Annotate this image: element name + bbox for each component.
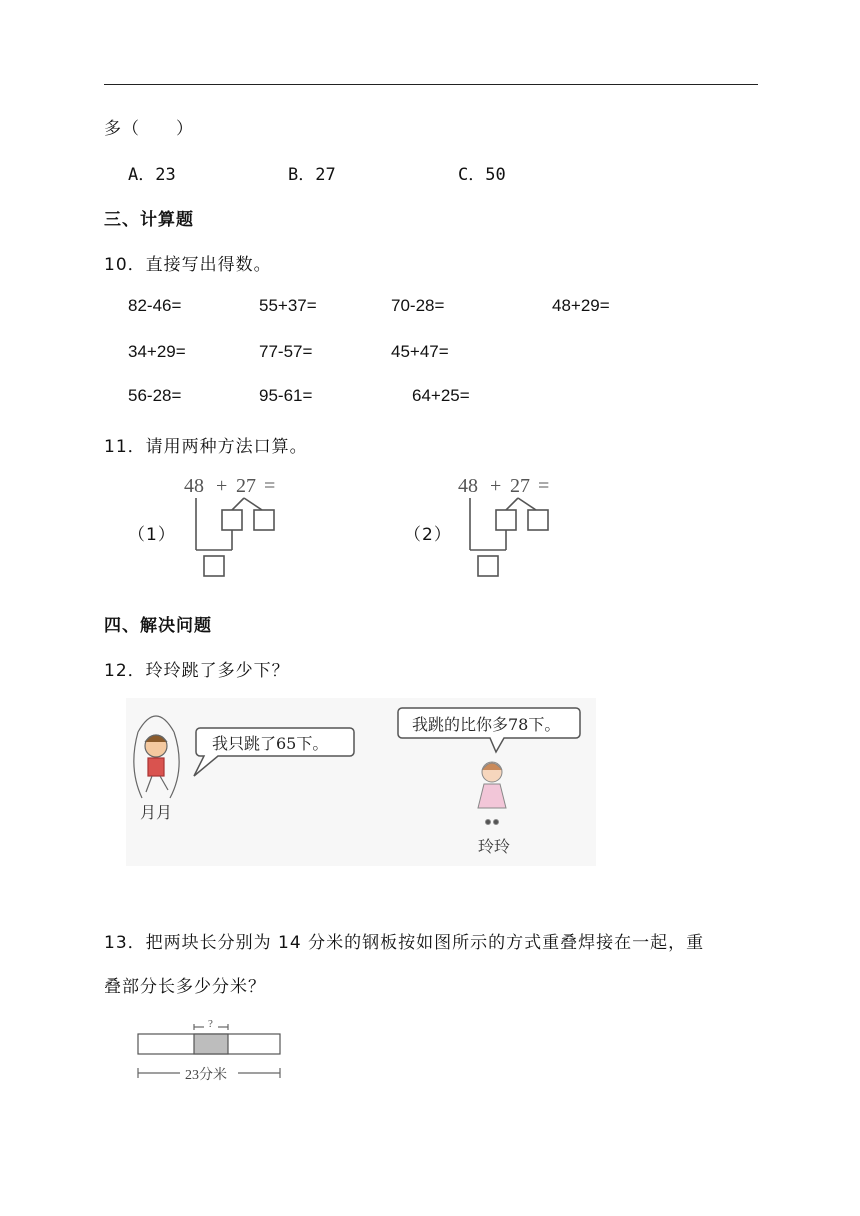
lingling-name: 玲玲 xyxy=(478,839,511,856)
expr-number: 27 xyxy=(236,475,256,497)
expr-number: 27 xyxy=(510,475,530,497)
expr-number: 48 xyxy=(184,475,204,497)
q11-title: 11．请用两种方法口算。 xyxy=(104,437,308,457)
yueyue-name: 月月 xyxy=(140,805,173,822)
q13-diagram xyxy=(130,1012,290,1088)
q10-item: 77-57= xyxy=(259,342,313,361)
header-rule xyxy=(104,84,758,85)
q12-title: 12．玲玲跳了多少下？ xyxy=(104,661,290,681)
q10-item: 95-61= xyxy=(259,386,313,405)
q10-item: 45+47= xyxy=(391,342,449,361)
q9-option-c: C．50 xyxy=(458,165,506,185)
q10-item: 82-46= xyxy=(128,296,182,315)
q10-item: 48+29= xyxy=(552,296,610,315)
q11-diagram-1 xyxy=(176,470,296,582)
q10-item: 56-28= xyxy=(128,386,182,405)
q13-text-line2: 叠部分长多少分米？ xyxy=(104,977,266,997)
answer-box[interactable] xyxy=(204,556,224,576)
q10-item: 55+37= xyxy=(259,296,317,315)
answer-box[interactable] xyxy=(478,556,498,576)
overlap-region xyxy=(194,1034,228,1054)
expr-operator: + xyxy=(490,475,502,497)
q11-label-1: （1） xyxy=(128,525,176,545)
q9-option-b: B．27 xyxy=(288,165,336,185)
q11-label-2: （2） xyxy=(404,525,452,545)
expr-equals: = xyxy=(264,475,276,497)
answer-box[interactable] xyxy=(222,510,242,530)
q9-stem-tail: 多（ ） xyxy=(104,119,194,139)
q10-item: 64+25= xyxy=(412,386,470,405)
q10-item: 70-28= xyxy=(391,296,445,315)
answer-box[interactable] xyxy=(528,510,548,530)
section-title-problems: 四、解决问题 xyxy=(104,616,212,636)
expr-operator: + xyxy=(216,475,228,497)
expr-number: 48 xyxy=(458,475,478,497)
expr-equals: = xyxy=(538,475,550,497)
lingling-speech: 我跳的比你多78下。 xyxy=(412,715,561,734)
section-title-calculation: 三、计算题 xyxy=(104,210,194,230)
q9-option-a: A．23 xyxy=(128,165,176,185)
q11-diagram-2 xyxy=(450,470,570,582)
total-length-label: 23分米 xyxy=(185,1068,227,1083)
answer-box[interactable] xyxy=(496,510,516,530)
q13-text-line1: 13．把两块长分别为 14 分米的钢板按如图所示的方式重叠焊接在一起，重 xyxy=(104,933,705,953)
answer-box[interactable] xyxy=(254,510,274,530)
q10-item: 34+29= xyxy=(128,342,186,361)
yueyue-speech: 我只跳了65下。 xyxy=(212,734,329,753)
overlap-label: ? xyxy=(208,1018,213,1030)
q10-title: 10．直接写出得数。 xyxy=(104,255,272,275)
q12-illustration xyxy=(126,698,596,866)
